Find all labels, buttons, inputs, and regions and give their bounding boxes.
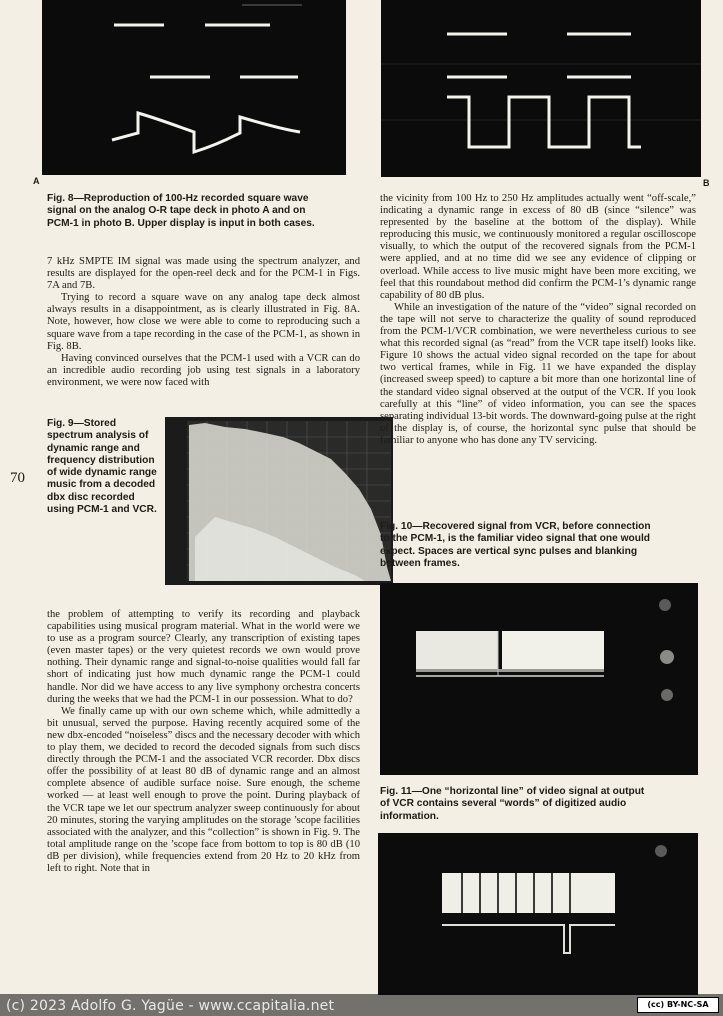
license-badge[interactable]: (cc) BY-NC-SA [637, 997, 719, 1013]
paragraph: We finally came up with our own scheme which, while admittedly a bit unusual, served the purpose. Having recently acquired some of the new dbx-encoded “noiseless” discs and the necessary decoder with which to play them, we decided to record the decoded signals from such discs directly through the PCM-1 and the associated VCR recorder. Dbx discs offer the possibility of at least 80 dB of dynamic range and an almost complete absence of audible surface noise. Sure enough, the scheme worked — at least well enough to prove the point. During playback of the VCR tape we let our spectrum analyzer sweep continuously for about 20 minutes, storing the varying amplitudes on the storage ’scope facilities associated with the analyzer, and this “collection” is shown in Fig. 9. The total amplitude range on the ’scope face from bottom to top is 80 dB (10 dB per division), while frequencies extend from 20 Hz to 20 kHz from left to right. Note that in [47, 705, 360, 874]
right-column-text [380, 193, 696, 447]
fig11-video-line-trace [378, 833, 698, 995]
left-column-top-text [47, 256, 360, 389]
page-number: 70 [10, 470, 25, 486]
fig10-caption: Fig. 10—Recovered signal from VCR, before connection to the PCM-1, is the familiar video signal that one would expect. Spaces are vertical sync pulses and blanking between frames. [380, 521, 651, 569]
paragraph: 7 kHz SMPTE IM signal was made using the spectrum analyzer, and results are displayed for the open-reel deck and for the PCM-1 in Figs. 7A and 7B. [47, 256, 360, 292]
fig10-video-signal-trace [380, 583, 698, 775]
paragraph: Trying to record a square wave on any analog tape deck almost always results in a disappointment, as is clearly illustrated in Fig. 8A. Note, however, how close we were able to come to reproducing such a square wave from a tape recording in the case of the PCM-1, as shown in Fig. 8B. [47, 292, 360, 352]
fig8b-label: B [703, 178, 710, 188]
fig8b-photo [381, 0, 701, 177]
paragraph: the vicinity from 100 Hz to 250 Hz amplitudes actually went “off-scale,” indicating a dynamic range in excess of 80 dB (since “silence” was represented by the baseline at the bottom of the display). While reproducing this music, we continuously monitored a regular oscilloscope visually, to which the output of the recovered signals from the PCM-1 were applied, and at no time did we see any evidence of clipping or overload. While access to live music might have been more exciting, we feel that this roundabout method did confirm the PCM-1’s dynamic range capability of 80 dB plus. [380, 193, 696, 301]
fig8a-oscilloscope-trace [42, 0, 346, 175]
copyright-text: (c) 2023 Adolfo G. Yagüe - www.ccapitalia.net [6, 998, 335, 1014]
fig9-spectrum-display [165, 417, 393, 585]
fig11-caption: Fig. 11—One “horizontal line” of video signal at output of VCR contains several “words” of digitized audio information. [380, 786, 645, 822]
fig11-photo [378, 833, 698, 995]
fig8a-photo [42, 0, 346, 175]
fig8a-label: A [33, 176, 40, 186]
paragraph: While an investigation of the nature of the “video” signal recorded on the tape will not serve to characterize the quality of sound reproduced from the PCM-1/VCR combination, we were nevertheless curious to see what this recorded signal (as “read” from the VCR tape itself) looks like. Figure 10 shows the actual video signal recorded on the tape for about two vertical frames, while in Fig. 11 we have expanded the display (increased sweep speed) to capture a bit more than one horizontal line of the standard video signal observed at the output of the VCR. If you look carefully at this “line” of video information, you can see the spaces separating individual 13-bit words. The downward-going pulse at the right of the display is, of course, the horizontal sync pulse that should be familiar to anyone who has done any TV servicing. [380, 301, 696, 446]
fig10-photo [380, 583, 698, 775]
fig9-photo [165, 417, 393, 585]
paragraph: Having convinced ourselves that the PCM-1 used with a VCR can do an incredible audio recording job using test signals in a laboratory environment, we were now faced with [47, 352, 360, 388]
fig8-caption: Fig. 8—Reproduction of 100-Hz recorded square wave signal on the analog O-R tape deck in photo A and on PCM-1 in photo B. Upper display is input in both cases. [47, 193, 315, 229]
fig9-caption: Fig. 9—Stored spectrum analysis of dynamic range and frequency distribution of wide dynamic range music from a decoded dbx disc recorded using PCM-1 and VCR. [47, 418, 157, 516]
footer-bar [0, 994, 723, 1016]
left-column-bottom-text [47, 609, 360, 875]
paragraph: the problem of attempting to verify its recording and playback capabilities using musical program material. What in the world were we to use as a program source? Clearly, any transcription of existing tapes (even master tapes) or the very quietest records we own would prove nothing. Their dynamic range and signal-to-noise qualities would fall far short of indicating just how much dynamic range the PCM-1 could handle. Nor did we have access to any live symphony orchestra concerts during the weeks that we had the PCM-1 in our possession. What to do? [47, 609, 360, 705]
fig8b-oscilloscope-trace [381, 0, 701, 177]
